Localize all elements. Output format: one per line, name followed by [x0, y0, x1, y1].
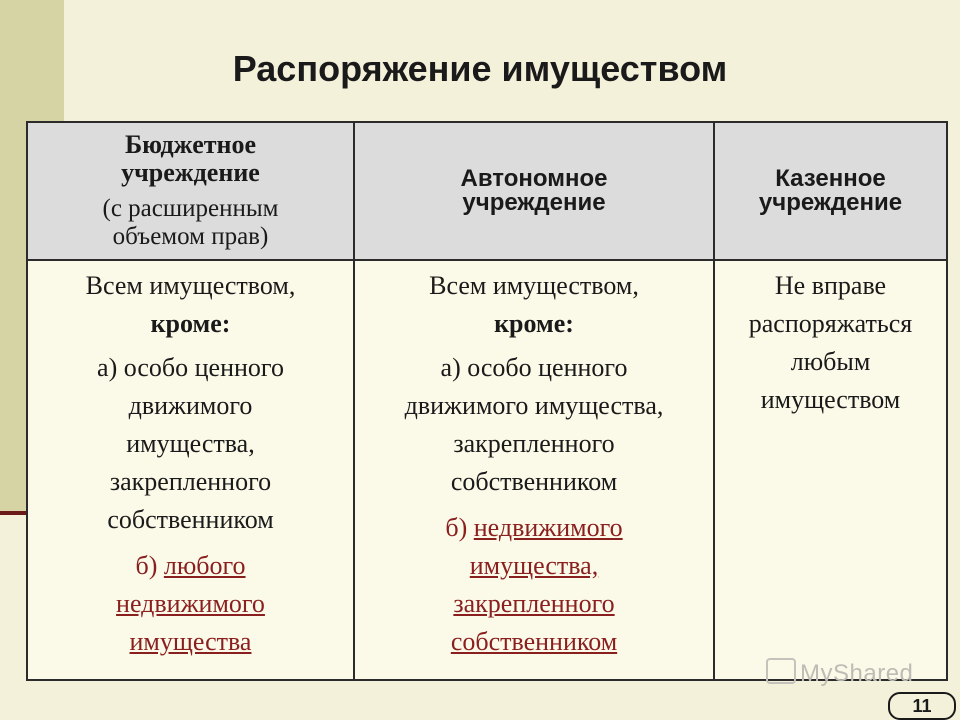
intro-text: Всем имуществом, [429, 271, 639, 300]
item-a: а) особо ценного движимого имущества, закрепленного собственником [404, 353, 664, 496]
slide-title: Распоряжение имуществом [232, 48, 728, 89]
intro-text: Всем имуществом, [85, 271, 296, 300]
except-label: кроме: [494, 309, 574, 338]
except-label: кроме: [150, 309, 231, 338]
table-header-row [27, 122, 947, 260]
cell-state-institution: Не вправе распоряжаться любым имуществом [714, 260, 947, 680]
item-b: б) любого недвижимого имущества [116, 551, 265, 656]
watermark-logo-icon [766, 658, 796, 684]
item-b: б) недвижимого имущества, закрепленного собственником [445, 513, 623, 656]
header-autonomous-institution: Автономное учреждение [354, 122, 714, 260]
page-number-badge [888, 692, 956, 720]
cell-autonomous-institution [354, 260, 714, 680]
header-state-institution: Казенное учреждение [714, 122, 947, 260]
property-disposal-table [26, 121, 948, 681]
watermark: MyShared [766, 658, 913, 688]
cell-budget-institution [27, 260, 354, 680]
header-budget-institution: Бюджетное учреждение (с расширенным объемом прав) [27, 122, 354, 260]
page-number: 11 [912, 696, 932, 716]
table-body-row [27, 260, 947, 680]
item-a: а) особо ценного движимого имущества, закрепленного собственником [97, 353, 284, 534]
